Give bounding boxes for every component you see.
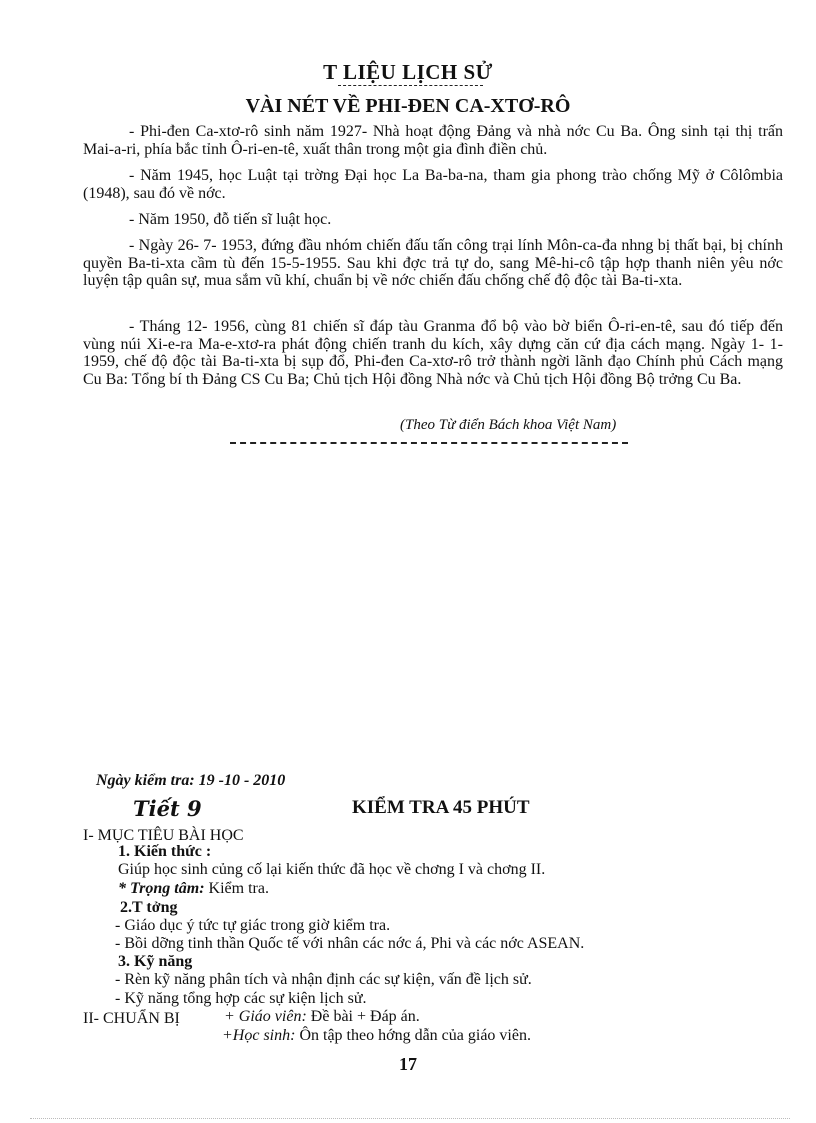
section-divider [230,442,628,444]
teacher-label: + Giáo viên: [224,1008,307,1025]
lesson-number: Tiết 9 [133,796,202,821]
page-title: T LIỆU LỊCH SỬ [323,60,493,84]
paragraph-1945: - Năm 1945, học Luật tại trờng Đại học La Ba-ba-na, tham gia phong trào chống Mỹ ở Côlômbia (1948), sau đó về nớc. [83,167,783,202]
focus-text: Kiểm tra. [204,880,269,897]
exam-date: Ngày kiểm tra: 19 -10 - 2010 [96,772,286,789]
student-line [222,1027,531,1045]
section-objectives-heading: I- MỤC TIÊU BÀI HỌC [83,827,244,844]
page-number: 17 [399,1054,417,1074]
title-underline-divider [338,85,483,86]
exam-title: KIỂM TRA 45 PHÚT [352,797,530,818]
skill-item-1: - Rèn kỹ năng phân tích và nhận định các sự kiện, vấn đề lịch sử. [115,971,532,988]
article-heading: VÀI NÉT VỀ PHI-ĐEN CA-XTƠ-RÔ [245,95,571,117]
focus-line [118,880,269,898]
focus-label: * Trọng tâm: [118,880,205,897]
skill-item-2: - Kỹ năng tổng hợp các sự kiện lịch sử. [115,990,367,1007]
teacher-text: Đề bài + Đáp án. [306,1008,420,1025]
student-text: Ôn tập theo hớng dẫn của giáo viên. [295,1027,531,1044]
thought-heading: 2.T tởng [120,899,178,916]
paragraph-birth: - Phi-đen Ca-xtơ-rô sinh năm 1927- Nhà hoạt động Đảng và nhà nớc Cu Ba. Ông sinh tại thị trấn Mai-a-ri, phía bắc tỉnh Ô-ri-en-tê, xuất thân trong một gia đình điền chủ. [83,123,783,158]
teacher-line [224,1008,420,1026]
thought-item-1: - Giáo dục ý tức tự giác trong giờ kiểm tra. [115,917,391,934]
page-bottom-rule [30,1118,790,1119]
section-preparation-heading: II- CHUẨN BỊ [83,1010,180,1027]
student-label: +Học sinh: [222,1027,296,1044]
knowledge-text: Giúp học sinh củng cố lại kiến thức đã học về chơng I và chơng II. [118,861,546,878]
paragraph-1953: - Ngày 26- 7- 1953, đứng đầu nhóm chiến đấu tấn công trại lính Môn-ca-đa nhng bị thất bại, bị chính quyền Ba-ti-xta cầm tù đến 15-5-1955. Sau khi đợc trả tự do, sang Mê-hi-cô tập hợp thanh niên yêu nớc luyện tập quân sự, mua sắm vũ khí, chuẩn bị về nớc chiến đấu chống chế độ độc tài Ba-ti-xta. [83,237,783,289]
thought-item-2: - Bồi dỡng tinh thần Quốc tế với nhân các nớc á, Phi và các nớc ASEAN. [115,935,585,952]
paragraph-1950: - Năm 1950, đỗ tiến sĩ luật học. [129,211,332,228]
paragraph-1956: - Tháng 12- 1956, cùng 81 chiến sĩ đáp tàu Granma đổ bộ vào bờ biển Ô-ri-en-tê, sau đó tiếp đến vùng núi Xi-e-ra Ma-e-xtơ-ra phát động chiến tranh du kích, xây dựng căn cứ địa cách mạng. Ngày 1- 1- 1959, chế độ độc tài Ba-ti-xta bị sụp đổ, Phi-đen Ca-xtơ-rô trở thành ngời lãnh đạo Chính phủ Cách mạng Cu Ba: Tổng bí th Đảng CS Cu Ba; Chủ tịch Hội đồng Nhà nớc và Chủ tịch Hội đồng Bộ trởng Cu Ba. [83,318,783,388]
knowledge-heading: 1. Kiến thức : [118,843,212,860]
source-citation: (Theo Từ điển Bách khoa Việt Nam) [400,417,617,433]
skill-heading: 3. Kỹ năng [118,953,193,970]
